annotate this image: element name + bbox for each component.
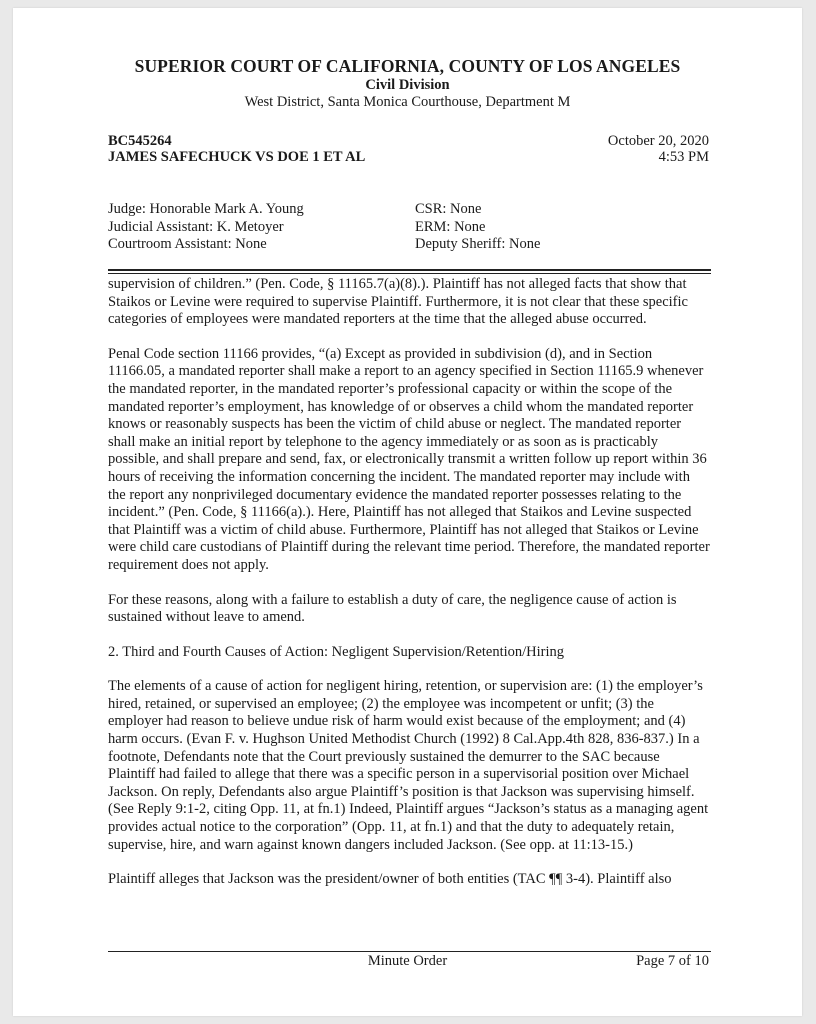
page-number: Page 7 of 10 — [636, 953, 709, 969]
section-heading: 2. Third and Fourth Causes of Action: Negligent Supervision/Retention/Hiring — [108, 643, 565, 660]
division-heading: Civil Division — [365, 77, 450, 93]
case-number: BC545264 — [108, 133, 172, 149]
hearing-time: 4:53 PM — [658, 149, 709, 165]
judge-line: Judge: Honorable Mark A. Young — [108, 201, 304, 217]
officers-left-column — [108, 201, 304, 254]
courtroom-assistant-line: Courtroom Assistant: None — [108, 236, 267, 252]
officers-right-column — [415, 201, 540, 254]
erm-line: ERM: None — [415, 218, 486, 235]
body-paragraph: Plaintiff alleges that Jackson was the president/owner of both entities (TAC ¶¶ 3-4). Plaintiff also — [108, 871, 672, 888]
header-divider-thick — [108, 269, 711, 271]
judicial-assistant-line: Judicial Assistant: K. Metoyer — [108, 218, 284, 235]
case-name: JAMES SAFECHUCK VS DOE 1 ET AL — [108, 149, 366, 165]
body-paragraph: supervision of children.” (Pen. Code, § 11165.7(a)(8).). Plaintiff has not alleged facts that show that Staikos or Levine were required to supervise Plaintiff. Furthermore, it is not clear that these specific categories of employees were mandated reporters at the time that the alleged abuse occurred. — [108, 276, 688, 328]
body-paragraph: Penal Code section 11166 provides, “(a) Except as provided in subdivision (d), and in Section 11166.05, a mandated reporter shall make a report to an agency specified in Section 11165.9 whenever the mandated reporter, in the mandated reporter’s professional capacity or within the scope of the mandated reporter’s employment, has knowledge of or observes a child whom the mandated reporter knows or reasonably suspects has been the victim of child abuse or neglect. The mandated reporter shall make an initial report by telephone to the agency immediately or as soon as is practicably possible, and shall prepare and send, fax, or electronically transmit a written follow up report within 36 hours of receiving the information concerning the incident. The mandated reporter may include with the report any nonprivileged documentary evidence the mandated reporter possesses relating to the incident.” (Pen. Code, § 11166(a).). Here, Plaintiff has not alleged that Staikos and Levine suspected that Plaintiff was a victim of child abuse. Furthermore, Plaintiff has not alleged that Staikos or Levine were child care custodians of Plaintiff during the relevant time period. Therefore, the mandated reporter requirement does not apply. — [108, 345, 710, 573]
footer-label: Minute Order — [367, 953, 448, 969]
court-title: SUPERIOR COURT OF CALIFORNIA, COUNTY OF LOS ANGELES — [134, 56, 681, 76]
courthouse-location: West District, Santa Monica Courthouse, Department M — [244, 94, 571, 110]
deputy-sheriff-line: Deputy Sheriff: None — [415, 236, 541, 252]
body-paragraph: The elements of a cause of action for negligent hiring, retention, or supervision are: (1) the employer’s hired, retained, or supervised an employee; (2) the employee was incompetent or unfit; (3) the employer had reason to believe undue risk of harm would exist because of the employment; and (4) harm occurs. (Evan F. v. Hughson United Methodist Church (1992) 8 Cal.App.4th 828, 836-837.) In a footnote, Defendants note that the Court previously sustained the demurrer to the SAC because Plaintiff had failed to allege that there was a specific person in a supervisorial position over Michael Jackson. On reply, Defendants also argue Plaintiff’s position is that Jackson was supervising himself. (See Reply 9:1-2, citing Opp. 11, at fn.1) Indeed, Plaintiff argues “Jackson’s status as a managing agent provides actual notice to the corporation” (Opp. 11, at fn.1) and that the duty to adequately retain, supervise, hire, and warn against known dangers included Jackson. (See opp. at 11:13-15.) — [108, 678, 709, 853]
footer-divider — [108, 951, 711, 952]
minute-order-body — [108, 276, 710, 906]
body-paragraph: For these reasons, along with a failure to establish a duty of care, the negligence cause of action is sustained without leave to amend. — [108, 591, 677, 626]
document-page — [13, 8, 802, 1016]
hearing-date: October 20, 2020 — [607, 133, 709, 149]
header-divider-thin — [108, 273, 711, 274]
csr-line: CSR: None — [415, 201, 482, 217]
